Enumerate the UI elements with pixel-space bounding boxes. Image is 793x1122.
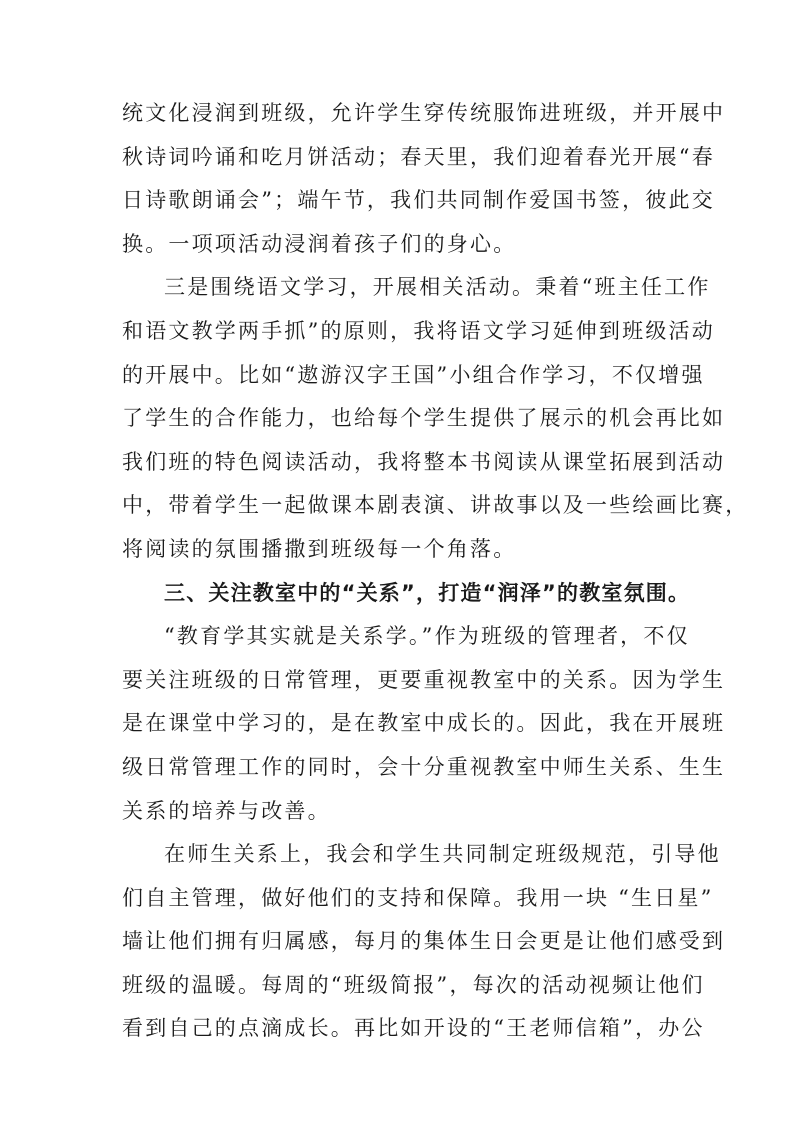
paragraph-line: 日诗歌朗诵会”；端午节，我们共同制作爱国书签，彼此交 [122,188,715,213]
paragraph-line: 统文化浸润到班级，允许学生穿传统服饰进班级，并开展中 [122,101,726,125]
paragraph-line: 在师生关系上，我会和学生共同制定班级规范，引导他 [164,842,721,867]
section-heading: 三、关注教室中的“关系”，打造“润泽”的教室氛围。 [164,580,691,605]
paragraph-line: 将阅读的氛围播撒到班级每一个角落。 [122,536,517,561]
paragraph-line: 换。一项项活动浸润着孩子们的身心。 [122,231,517,256]
paragraph-line: 我们班的特色阅读活动，我将整本书阅读从课堂拓展到活动 [122,449,726,474]
paragraph-line: “教育学其实就是关系学。”作为班级的管理者，不仅 [164,624,690,649]
paragraph-line: 的开展中。比如“遨游汉字王国”小组合作学习，不仅增强 [122,362,705,387]
paragraph-line: 墙让他们拥有归属感，每月的集体生日会更是让他们感受到 [122,929,726,954]
paragraph-line: 级日常管理工作的同时，会十分重视教室中师生关系、生生 [122,754,726,779]
paragraph-line: 秋诗词吟诵和吃月饼活动；春天里，我们迎着春光开展“春 [122,144,715,169]
paragraph-line: 和语文教学两手抓”的原则，我将语文学习延伸到班级活动 [122,318,715,343]
paragraph-line: 班级的温暖。每周的“班级简报”，每次的活动视频让他们 [122,972,705,997]
paragraph-line: 看到自己的点滴成长。再比如开设的“王老师信箱”，办公 [122,1016,705,1041]
paragraph-line: 要关注班级的日常管理，更要重视教室中的关系。因为学生 [122,667,726,692]
paragraph-line: 了学生的合作能力，也给每个学生提供了展示的机会再比如 [122,406,726,431]
paragraph-line: 关系的培养与改善。 [122,798,331,823]
paragraph-line: 三是围绕语文学习，开展相关活动。秉着“班主任工作 [164,275,711,300]
paragraph-line: 是在课堂中学习的，是在教室中成长的。因此，我在开展班 [122,711,726,736]
document-body [122,92,749,1051]
paragraph-line: 中，带着学生一起做课本剧表演、讲故事以及一些绘画比赛， [122,493,749,518]
paragraph-line: 们自主管理，做好他们的支持和保障。我用一块 “生日星” [122,885,714,910]
